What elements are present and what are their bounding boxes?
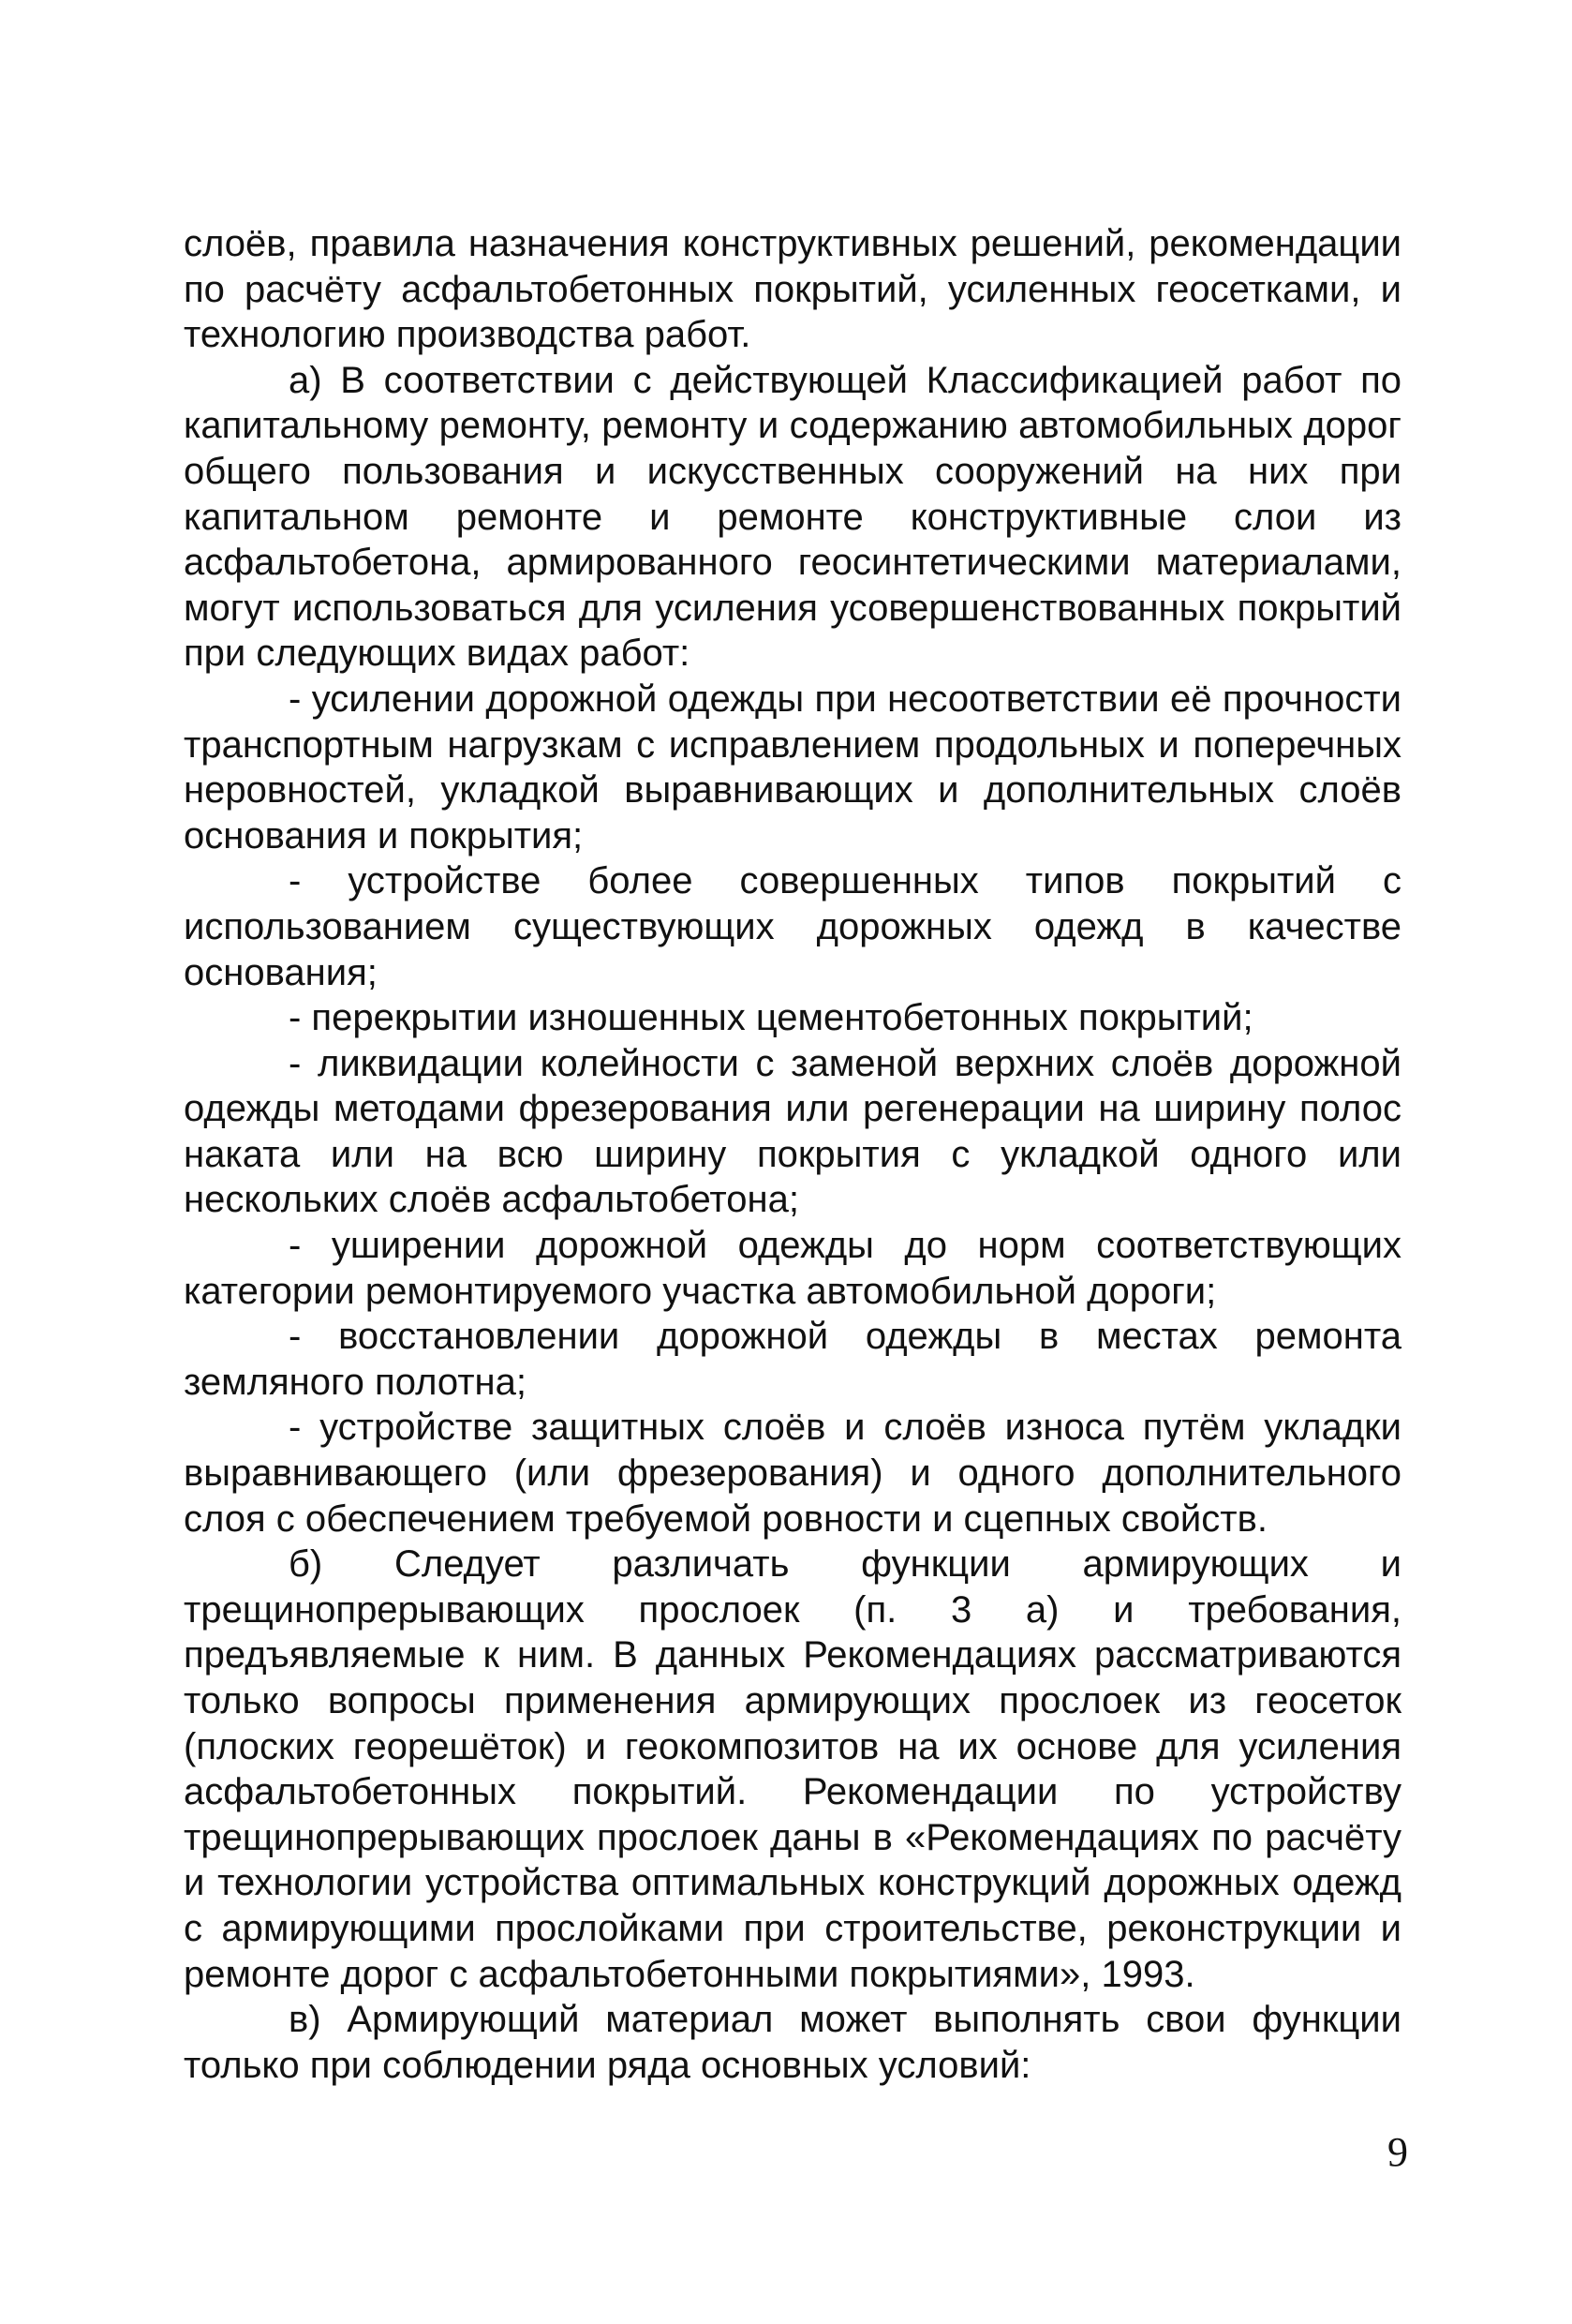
paragraph-intro-continuation: слоёв, правила назначения конструктивных решений, рекомендации по расчёту асфальтобетонных покрытий, усиленных геосетками, и технологию производства работ. — [184, 223, 1401, 356]
list-item-widening: - уширении дорожной одежды до норм соответствующих категории ремонтируемого участка автомобильной дороги; — [184, 1225, 1401, 1312]
list-item-restoration: - восстановлении дорожной одежды в местах ремонта земляного полотна; — [184, 1316, 1401, 1403]
list-item-advanced-surfaces: - устройстве более совершенных типов покрытий с использованием существующих дорожных одежд в качестве основания; — [184, 860, 1401, 993]
paragraph-a-classification: а) В соответствии с действующей Классификацией работ по капитальному ремонту, ремонту и содержанию автомобильных дорог общего пользования и искусственных сооружений на них при капитальном ремонте и ремонте конструктивные слои из асфальтобетона, армированного геосинтетическими материалами, могут использоваться для усиления усовершенствованных покрытий при следующих видах работ: — [184, 359, 1401, 675]
list-item-reinforcement: - усилении дорожной одежды при несоответствии её прочности транспортным нагрузкам с исправлением продольных и поперечных неровностей, укладкой выравнивающих и дополнительных слоёв основания и покрытия; — [184, 678, 1401, 857]
page-number: 9 — [1387, 2129, 1408, 2175]
paragraph-b-functions: б) Следует различать функции армирующих и трещинопрерывающих прослоек (п. 3 а) и требования, предъявляемые к ним. В данных Рекомендациях рассматриваются только вопросы применения армирующих прослоек из геосеток (плоских георешёток) и геокомпозитов на их основе для усиления асфальтобетонных покрытий. Рекомендации по устройству трещинопрерывающих прослоек даны в «Рекомендациях по расчёту и технологии устройства оптимальных конструкций дорожных одежд с армирующими прослойками при строительстве, реконструкции и ремонте дорог с асфальтобетонными покрытиями», 1993. — [184, 1543, 1401, 1995]
paragraph-v-conditions: в) Армирующий материал может выполнять свои функции только при соблюдении ряда основных условий: — [184, 1999, 1401, 2086]
list-item-cement-overlay: - перекрытии изношенных цементобетонных покрытий; — [289, 997, 1253, 1039]
list-item-protective-layers: - устройстве защитных слоёв и слоёв износа путём укладки выравнивающего (или фрезерования) и одного дополнительного слоя с обеспечением требуемой ровности и сцепных свойств. — [184, 1407, 1401, 1540]
body-text — [184, 221, 1401, 2088]
list-item-rutting: - ликвидации колейности с заменой верхних слоёв дорожной одежды методами фрезерования или регенерации на ширину полос наката или на всю ширину покрытия с укладкой одного или нескольких слоёв асфальтобетона; — [184, 1042, 1401, 1221]
